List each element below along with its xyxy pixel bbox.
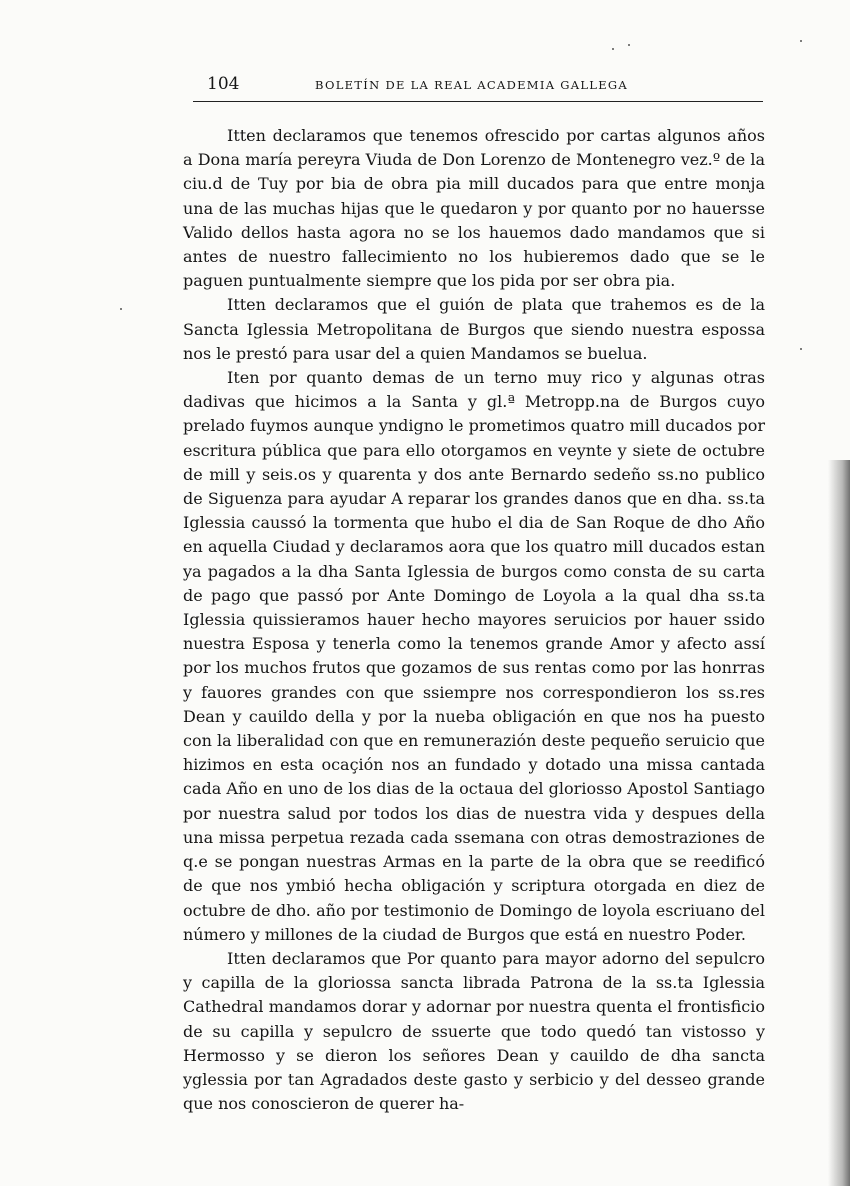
scan-speck bbox=[800, 348, 802, 350]
running-title: BOLETÍN DE LA REAL ACADEMIA GALLEGA bbox=[315, 78, 629, 92]
paragraph-1: Itten declaramos que tenemos ofrescido por cartas algunos años a Dona maría pereyra Viuda de Don Lorenzo de Montenegro vez.º de la ciu.d de Tuy por bia de obra pia mill ducados para que entre monja una de las muchas hijas que le quedaron y por quanto por no hauersse Valido dellos hasta agora no se los hauemos dado mandamos que si antes de nuestro fallecimiento no los hubieremos dado que se le paguen puntualmente siempre que los pida por ser obra pia. bbox=[183, 126, 765, 291]
scan-speck bbox=[628, 44, 630, 46]
paragraph-4: Itten declaramos que Por quanto para mayor adorno del sepulcro y capilla de la gloriossa sancta librada Patrona de la ss.ta Iglessia Cathedral mandamos dorar y adornar por nuestra quenta el frontisficio de su capilla y sepulcro de ssuerte que todo quedó tan vistosso y Hermosso y se dieron los señores Dean y cauildo de dha sancta yglessia por tan Agradados deste gasto y serbicio y del desseo grande que nos conoscieron de querer ha- bbox=[183, 948, 765, 1114]
page-number: 104 bbox=[207, 74, 240, 94]
body-text bbox=[183, 124, 765, 1116]
paragraph-3: Iten por quanto demas de un terno muy rico y algunas otras dadivas que hicimos a la Santa y gl.ª Metropp.na de Burgos cuyo prelado fuymos aunque yndigno le prometimos quatro mill ducados por escritura pública que para ello otorgamos en veynte y siete de octubre de mill y seis.os y quarenta y dos ante Bernardo sedeño ss.no publico de Siguenza para ayudar A reparar los grandes danos que en dha. ss.ta Iglessia caussó la tormenta que hubo el dia de San Roque de dho Año en aquella Ciudad y declaramos aora que los quatro mill ducados estan ya pagados a la dha Santa Iglessia de burgos como consta de su carta de pago que passó por Ante Domingo de Loyola a la qual dha ss.ta Iglessia quissieramos hauer hecho mayores seruicios por hauer ssido nuestra Esposa y tenerla como la tenemos grande Amor y afecto assí por los muchos frutos que gozamos de sus rentas como por las honrras y fauores grandes con que ssiempre nos correspondieron los ss.res Dean y cauildo della y por la nueba obligación en que nos ha puesto con la liberalidad con que en remunerazión deste pequeño seruicio que hizimos en esta ocaçión nos an fundado y dotado una missa cantada cada Año en uno de los dias de la octaua del gloriosso Apostol Santiago por nuestra salud por todos los dias de nuestra vida y despues della una missa perpetua rezada cada ssemana con otras demostraziones de q.e se pongan nuestras Armas en la parte de la obra que se reedificó de que nos ymbió hecha obligación y scriptura otorgada en diez de octubre de dho. año por testimonio de Domingo de loyola escriuano del número y millones de la ciudad de Burgos que está en nuestro Poder. bbox=[183, 368, 765, 944]
header-rule bbox=[193, 101, 763, 102]
running-header bbox=[190, 74, 762, 100]
page-edge-shadow bbox=[828, 460, 850, 1186]
scan-speck bbox=[800, 40, 802, 42]
scan-speck bbox=[120, 308, 122, 310]
paragraph-2: Itten declaramos que el guión de plata que trahemos es de la Sancta Iglessia Metropolitana de Burgos que siendo nuestra espossa nos le prestó para usar del a quien Mandamos se buelua. bbox=[183, 295, 765, 363]
scan-speck bbox=[612, 48, 614, 50]
